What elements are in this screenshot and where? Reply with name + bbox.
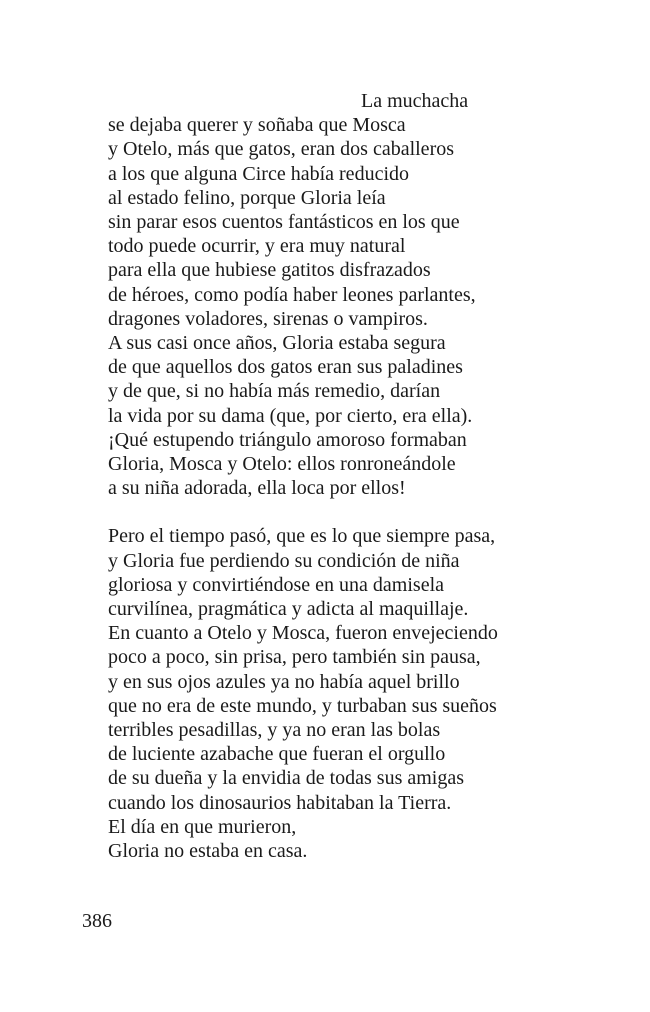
- poem-line: En cuanto a Otelo y Mosca, fueron envejeciendo: [108, 622, 498, 645]
- poem-body: [108, 89, 628, 863]
- poem-line: de héroes, como podía haber leones parlantes,: [108, 283, 476, 306]
- poem-line: curvilínea, pragmática y adicta al maquillaje.: [108, 598, 469, 621]
- poem-line: al estado felino, porque Gloria leía: [108, 186, 386, 209]
- poem-line: a los que alguna Circe había reducido: [108, 162, 409, 185]
- poem-line: ¡Qué estupendo triángulo amoroso formaban: [108, 428, 467, 451]
- poem-line: de que aquellos dos gatos eran sus paladines: [108, 356, 463, 379]
- poem-line: para ella que hubiese gatitos disfrazados: [108, 259, 431, 282]
- poem-line: y Gloria fue perdiendo su condición de niña: [108, 549, 460, 572]
- poem-line: y en sus ojos azules ya no había aquel brillo: [108, 670, 460, 693]
- poem-line: poco a poco, sin prisa, pero también sin pausa,: [108, 646, 481, 669]
- poem-line: terribles pesadillas, y ya no eran las bolas: [108, 719, 441, 742]
- poem-line: Gloria, Mosca y Otelo: ellos ronroneándole: [108, 453, 456, 476]
- poem-line: de luciente azabache que fueran el orgullo: [108, 743, 446, 766]
- poem-line: gloriosa y convirtiéndose en una damisela: [108, 573, 445, 596]
- poem-line: El día en que murieron,: [108, 815, 297, 838]
- poem-line: Gloria no estaba en casa.: [108, 840, 308, 863]
- poem-line: y de que, si no había más remedio, darían: [108, 380, 441, 403]
- poem-line: sin parar esos cuentos fantásticos en los que: [108, 211, 460, 234]
- poem-line: a su niña adorada, ella loca por ellos!: [108, 477, 406, 500]
- stanza-1: [108, 89, 628, 500]
- stanza-2: [108, 524, 628, 863]
- poem-line: Pero el tiempo pasó, que es lo que siempre pasa,: [108, 525, 496, 548]
- poem-line: cuando los dinosaurios habitaban la Tierra.: [108, 791, 452, 814]
- poem-line: se dejaba querer y soñaba que Mosca: [108, 114, 406, 137]
- page-number: 386: [82, 910, 112, 932]
- poem-line: la vida por su dama (que, por cierto, era ella).: [108, 404, 473, 427]
- poem-line: de su dueña y la envidia de todas sus amigas: [108, 767, 465, 790]
- poem-line: dragones voladores, sirenas o vampiros.: [108, 307, 428, 330]
- poem-line: todo puede ocurrir, y era muy natural: [108, 235, 406, 258]
- poem-line: A sus casi once años, Gloria estaba segura: [108, 332, 446, 355]
- poem-line: que no era de este mundo, y turbaban sus sueños: [108, 694, 497, 717]
- poem-line: La muchacha: [361, 90, 469, 112]
- poem-line: y Otelo, más que gatos, eran dos caballeros: [108, 138, 455, 161]
